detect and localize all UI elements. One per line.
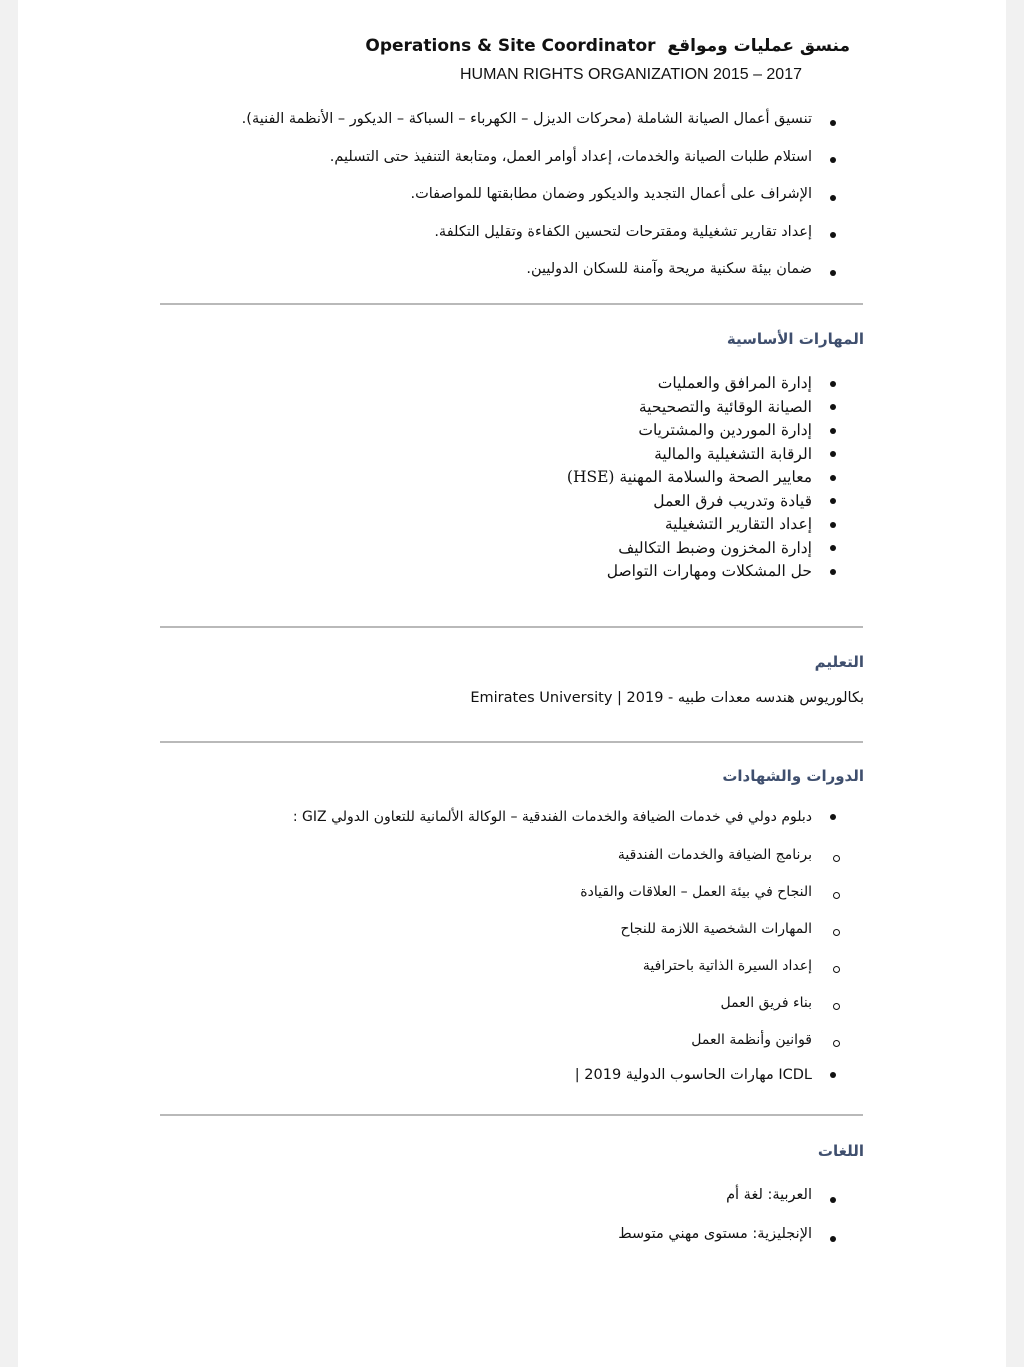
duty-item: استلام طلبات الصيانة والخدمات، إعداد أوامر العمل، ومتابعة التنفيذ حتى التسليم. <box>242 142 812 180</box>
bullet-icon <box>830 475 836 481</box>
education-heading: التعليم <box>814 653 864 671</box>
duty-item: ضمان بيئة سكنية مريحة وآمنة للسكان الدوليين. <box>242 254 812 292</box>
skill-item: الصيانة الوقائية والتصحيحية <box>567 396 812 420</box>
skill-item: إدارة الموردين والمشتريات <box>567 419 812 443</box>
bullet-icon <box>830 1072 836 1078</box>
skill-item: قيادة وتدريب فرق العمل <box>567 490 812 514</box>
bullet-icon <box>830 1197 836 1203</box>
duty-item: إعداد تقارير تشغيلية ومقترحات لتحسين الكفاءة وتقليل التكلفة. <box>242 217 812 255</box>
skill-item: الرقابة التشغيلية والمالية <box>567 443 812 467</box>
job-organization: HUMAN RIGHTS ORGANIZATION 2015 – 2017 <box>459 66 802 83</box>
duties-list <box>242 104 812 292</box>
languages-heading: اللغات <box>817 1142 864 1160</box>
subcourse-item: بناء فريق العمل <box>580 988 812 1025</box>
bullet-icon <box>830 120 836 126</box>
duty-item: الإشراف على أعمال التجديد والديكور وضمان مطابقتها للمواصفات. <box>242 179 812 217</box>
duty-item: تنسيق أعمال الصيانة الشاملة (محركات الديزل – الكهرباء – السباكة – الديكور – الأنظمة الفنية). <box>242 104 812 142</box>
circle-bullet-icon <box>833 1003 840 1010</box>
bullet-icon <box>830 522 836 528</box>
course-item: دبلوم دولي في خدمات الضيافة والخدمات الفندقية – الوكالة الألمانية للتعاون الدولي GIZ : <box>293 802 812 832</box>
bullet-icon <box>830 569 836 575</box>
skills-list <box>567 372 812 584</box>
section-divider <box>160 626 863 628</box>
bullet-icon <box>830 814 836 820</box>
circle-bullet-icon <box>833 1040 840 1047</box>
section-divider <box>160 303 863 305</box>
course-item: ICDL مهارات الحاسوب الدولية 2019 | <box>575 1060 812 1090</box>
bullet-icon <box>830 270 836 276</box>
courses-heading: الدورات والشهادات <box>722 767 864 785</box>
degree-text: بكالوريوس هندسه معدات طبيه <box>677 690 864 706</box>
job-title-arabic: منسق عمليات ومواقع <box>667 36 850 56</box>
circle-bullet-icon <box>833 855 840 862</box>
bullet-icon <box>830 195 836 201</box>
subcourse-item: قوانين وأنظمة العمل <box>580 1025 812 1062</box>
skill-item: إعداد التقارير التشغيلية <box>567 513 812 537</box>
job-title <box>365 36 850 56</box>
subcourses-list <box>580 840 812 1062</box>
circle-bullet-icon <box>833 966 840 973</box>
skills-heading: المهارات الأساسية <box>726 330 864 348</box>
subcourse-item: المهارات الشخصية اللازمة للنجاح <box>580 914 812 951</box>
skill-item: حل المشكلات ومهارات التواصل <box>567 560 812 584</box>
language-item: العربية: لغة أم <box>618 1180 812 1219</box>
icdl-list <box>575 1060 812 1090</box>
graduation-year: 2019 <box>626 690 664 706</box>
subcourse-item: برنامج الضيافة والخدمات الفندقية <box>580 840 812 877</box>
university-name: Emirates University <box>470 690 613 706</box>
skill-item: إدارة المرافق والعمليات <box>567 372 812 396</box>
subcourse-item: إعداد السيرة الذاتية باحترافية <box>580 951 812 988</box>
bullet-icon <box>830 428 836 434</box>
bullet-icon <box>830 1236 836 1242</box>
circle-bullet-icon <box>833 892 840 899</box>
education-entry: بكالوريوس هندسه معدات طبيه - 2019 | Emirates University <box>470 690 864 706</box>
bullet-icon <box>830 381 836 387</box>
courses-list <box>293 802 812 832</box>
subcourse-item: النجاح في بيئة العمل – العلاقات والقيادة <box>580 877 812 914</box>
section-divider <box>160 1114 863 1116</box>
skill-item: إدارة المخزون وضبط التكاليف <box>567 537 812 561</box>
skill-item: معايير الصحة والسلامة المهنية (HSE) <box>567 466 812 490</box>
languages-list <box>618 1180 812 1258</box>
language-item: الإنجليزية: مستوى مهني متوسط <box>618 1219 812 1258</box>
section-divider <box>160 741 863 743</box>
job-title-english: Operations & Site Coordinator <box>365 36 656 56</box>
circle-bullet-icon <box>833 929 840 936</box>
